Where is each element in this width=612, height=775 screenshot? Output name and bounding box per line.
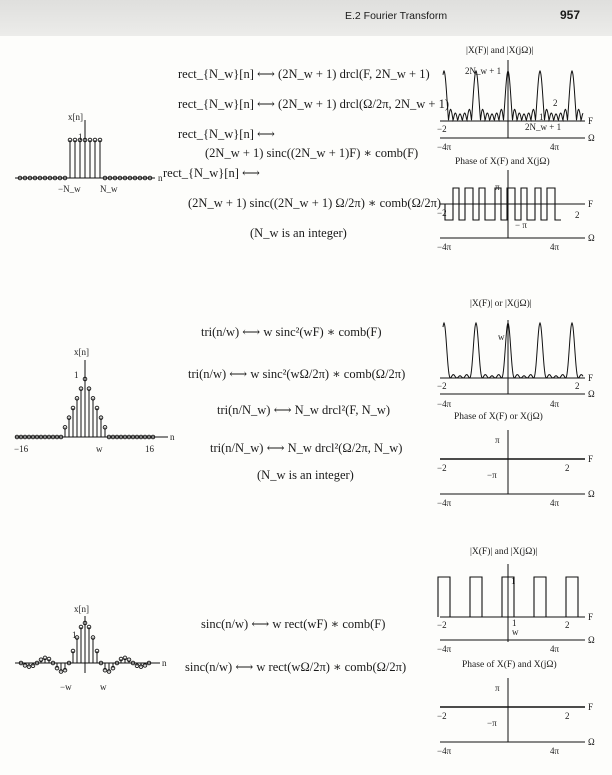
svg-text:n: n	[162, 658, 167, 668]
svg-text:−π: −π	[487, 470, 497, 480]
svg-text:16: 16	[145, 444, 154, 454]
rect-signal-plot	[10, 110, 170, 200]
svg-text:4π: 4π	[550, 242, 560, 252]
svg-text:−4π: −4π	[437, 644, 452, 654]
sinc-phase-plot	[435, 672, 595, 757]
peak-label: 1	[78, 132, 83, 142]
svg-text:−16: −16	[14, 444, 29, 454]
svg-text:Ω: Ω	[588, 635, 595, 645]
rect-mag-title: |X(F)| and |X(jΩ)|	[466, 46, 534, 56]
svg-text:Ω: Ω	[588, 133, 595, 143]
svg-text:−4π: −4π	[437, 746, 452, 756]
rect-phase-title: Phase of X(F) and X(jΩ)	[455, 157, 550, 167]
tri-eq-3: tri(n/N_w) ⟷ N_w drcl²(F, N_w)	[217, 403, 391, 417]
tri-signal-plot	[10, 340, 180, 480]
tri-note: (N_w is an integer)	[257, 468, 354, 482]
svg-text:x[n]: x[n]	[74, 347, 89, 357]
svg-text:Ω: Ω	[588, 737, 595, 747]
rect-eq-6: (2N_w + 1) sinc((2N_w + 1) Ω/2π) ∗ comb(Ω/2π)	[188, 196, 442, 210]
sinc-signal-plot	[10, 598, 170, 698]
svg-text:F: F	[588, 612, 594, 622]
svg-text:2: 2	[565, 620, 570, 630]
tri-eq-1: tri(n/w) ⟷ w sinc²(wF) ∗ comb(F)	[201, 325, 382, 339]
svg-text:π: π	[495, 683, 500, 693]
svg-text:w: w	[512, 627, 519, 637]
f-left-label: −2	[437, 124, 447, 134]
pos-nw-label: N_w	[100, 184, 118, 194]
svg-text:−2: −2	[437, 620, 447, 630]
y-label: x[n]	[68, 112, 83, 122]
svg-text:−2: −2	[437, 208, 447, 218]
rect-eq-2: rect_{N_w}[n] ⟷ (2N_w + 1) drcl(Ω/2π, 2N_w + 1)	[178, 97, 450, 111]
svg-text:−4π: −4π	[437, 498, 452, 508]
svg-text:−4π: −4π	[437, 399, 452, 409]
sinc-phase-title: Phase of X(F) and X(jΩ)	[462, 660, 557, 670]
mag-peak-label: 2N_w + 1	[465, 66, 502, 76]
svg-text:4π: 4π	[550, 399, 560, 409]
rect-eq-5: rect_{N_w}[n] ⟷	[163, 166, 260, 180]
svg-text:F: F	[588, 702, 594, 712]
svg-text:4π: 4π	[550, 644, 560, 654]
tri-phase-plot	[435, 424, 595, 509]
svg-text:−2: −2	[437, 463, 447, 473]
svg-text:F: F	[588, 116, 594, 126]
svg-text:2: 2	[575, 210, 580, 220]
rect-eq-1: rect_{N_w}[n] ⟷ (2N_w + 1) drcl(F, 2N_w + 1)	[178, 67, 430, 81]
svg-text:1: 1	[72, 630, 77, 640]
tri-mag-title: |X(F)| or |X(jΩ)|	[470, 299, 532, 309]
svg-text:π: π	[495, 182, 500, 192]
svg-text:w: w	[100, 682, 107, 692]
w-right-label: 4π	[550, 142, 560, 152]
sinc-eq-1: sinc(n/w) ⟷ w rect(wF) ∗ comb(F)	[201, 617, 386, 631]
svg-text:−2: −2	[437, 711, 447, 721]
svg-text:F: F	[588, 454, 594, 464]
svg-text:F: F	[588, 373, 594, 383]
sinc-eq-2: sinc(n/w) ⟷ w rect(wΩ/2π) ∗ comb(Ω/2π)	[185, 660, 407, 674]
tri-magnitude-plot	[435, 312, 595, 412]
neg-nw-label: −N_w	[58, 184, 81, 194]
svg-text:2: 2	[565, 463, 570, 473]
sinc-mag-title: |X(F)| and |X(jΩ)|	[470, 547, 538, 557]
rect-eq-4: (2N_w + 1) sinc((2N_w + 1)F) ∗ comb(F)	[205, 146, 419, 160]
width-num: 1	[539, 112, 544, 122]
running-head: E.2 Fourier Transform	[345, 10, 448, 22]
svg-text:n: n	[170, 432, 175, 442]
svg-text:1: 1	[511, 576, 516, 586]
svg-text:w: w	[498, 332, 505, 342]
tri-eq-4: tri(n/N_w) ⟷ N_w drcl²(Ω/2π, N_w)	[210, 441, 403, 455]
sinc-magnitude-plot	[435, 560, 595, 655]
f-right-label: 2	[553, 98, 558, 108]
width-den: 2N_w + 1	[525, 122, 562, 132]
svg-text:Ω: Ω	[588, 233, 595, 243]
svg-text:−2: −2	[437, 381, 447, 391]
page-number: 957	[560, 8, 581, 22]
rect-eq-3: rect_{N_w}[n] ⟷	[178, 127, 275, 141]
svg-text:4π: 4π	[550, 498, 560, 508]
svg-text:4π: 4π	[550, 746, 560, 756]
stem-group	[18, 138, 152, 180]
w-left-label: −4π	[437, 142, 452, 152]
svg-text:− π: − π	[515, 220, 527, 230]
tri-phase-title: Phase of X(F) or X(jΩ)	[454, 412, 543, 422]
page-header	[0, 0, 612, 36]
svg-text:−π: −π	[487, 718, 497, 728]
tri-eq-2: tri(n/w) ⟷ w sinc²(wΩ/2π) ∗ comb(Ω/2π)	[188, 367, 406, 381]
svg-text:π: π	[495, 435, 500, 445]
svg-text:−w: −w	[60, 682, 72, 692]
rect-phase-plot	[435, 168, 595, 258]
rect-magnitude-plot	[435, 56, 595, 156]
rect-note: (N_w is an integer)	[250, 226, 347, 240]
svg-text:2: 2	[565, 711, 570, 721]
svg-text:Ω: Ω	[588, 489, 595, 499]
svg-text:F: F	[588, 199, 594, 209]
svg-text:2: 2	[575, 381, 580, 391]
svg-text:x[n]: x[n]	[74, 604, 89, 614]
svg-text:1: 1	[512, 618, 517, 628]
svg-text:w: w	[96, 444, 103, 454]
svg-text:Ω: Ω	[588, 389, 595, 399]
stem-group	[15, 377, 155, 439]
n-axis-label: n	[158, 173, 163, 183]
svg-text:−4π: −4π	[437, 242, 452, 252]
svg-text:1: 1	[74, 370, 79, 380]
